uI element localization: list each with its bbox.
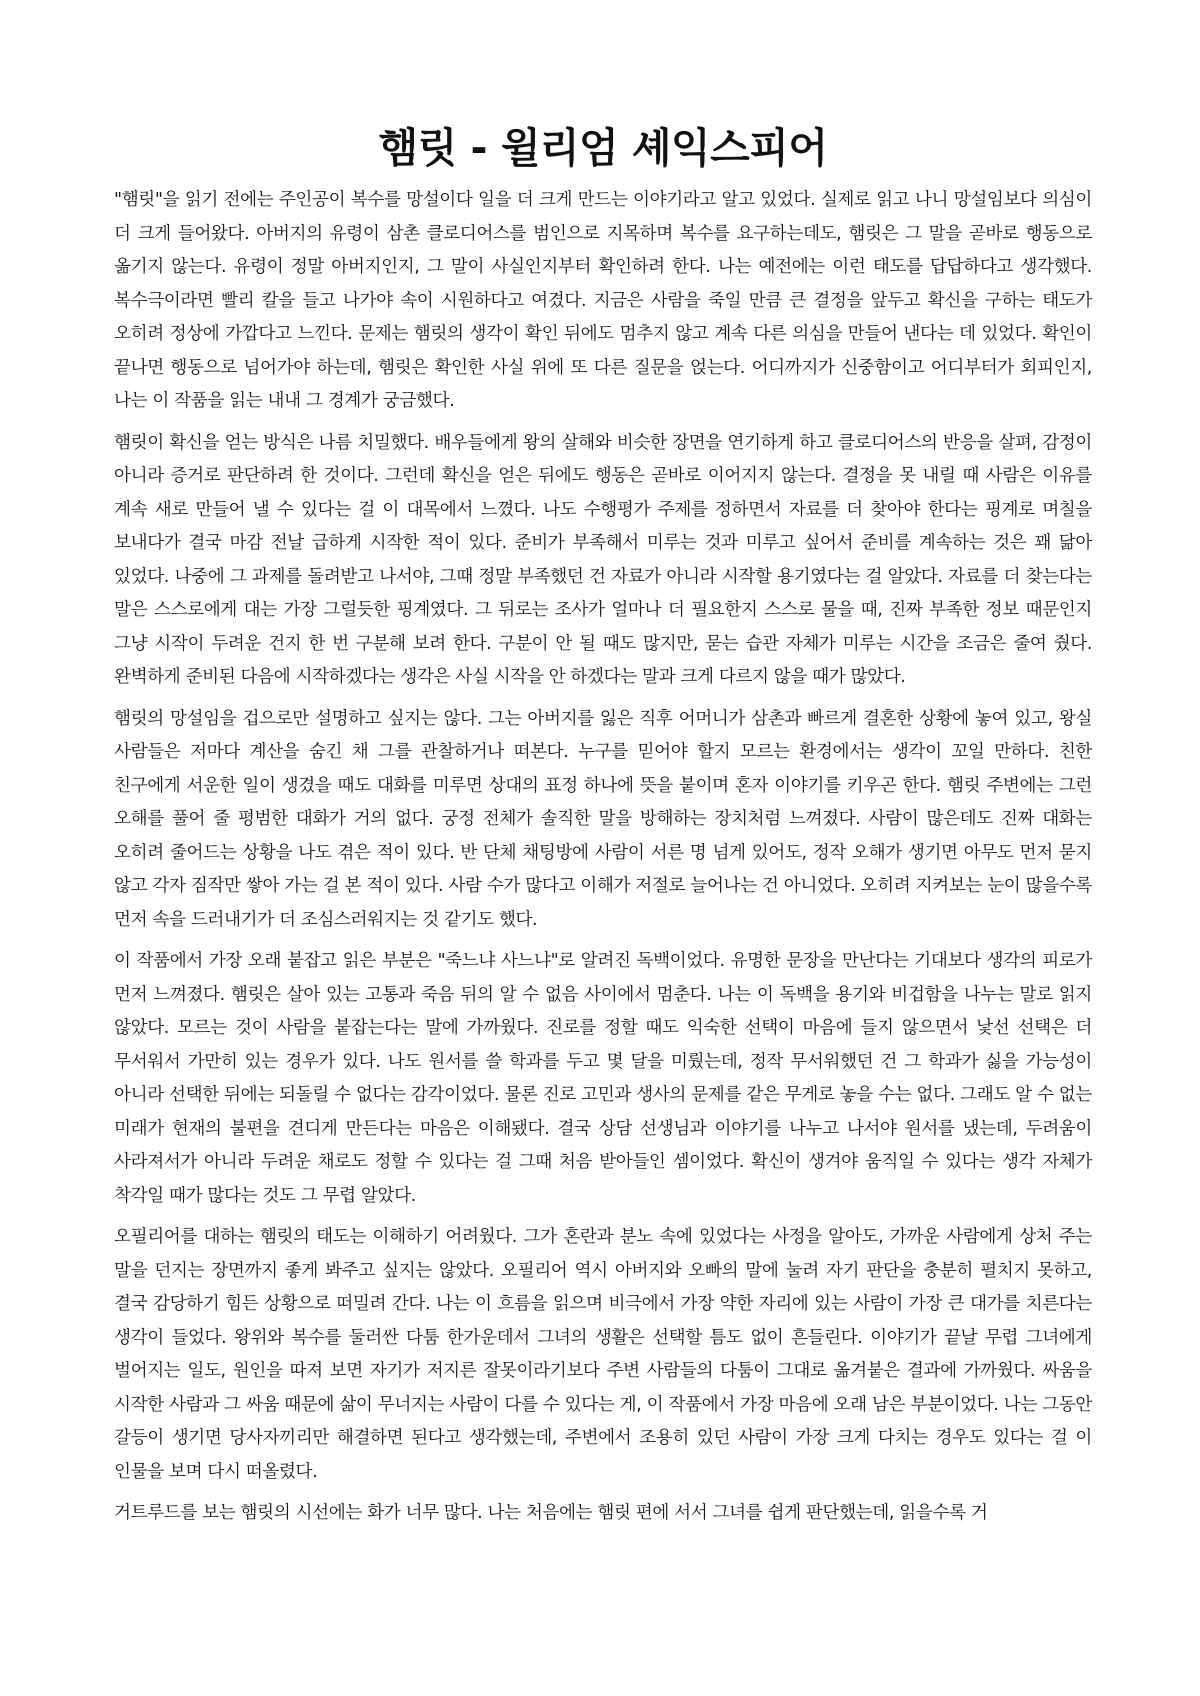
paragraph-1: "햄릿"을 읽기 전에는 주인공이 복수를 망설이다 일을 더 크게 만드는 이야기라고 알고 있었다. 실제로 읽고 나니 망설임보다 의심이 더 크게 들어왔다. 아버지의 유령이 삼촌 클로디어스를 범인으로 지목하며 복수를 요구하는데도, 햄릿은 그 말을 곧바로 행동으로 옮기지 않는다. 유령이 정말 아버지인지, 그 말이 사실인지부터 확인하려 한다. 나는 예전에는 이런 태도를 답답하다고 생각했다. 복수극이라면 빨리 칼을 들고 나가야 속이 시원하다고 여겼다. 지금은 사람을 죽일 만큼 큰 결정을 앞두고 확신을 구하는 태도가 오히려 정상에 가깝다고 느낀다. 문제는 햄릿의 생각이 확인 뒤에도 멈추지 않고 계속 다른 의심을 만들어 낸다는 데 있었다. 확인이 끝나면 행동으로 넘어가야 하는데, 햄릿은 확인한 사실 위에 또 다른 질문을 얹는다. 어디까지가 신중함이고 어디부터가 회피인지, 나는 이 작품을 읽는 내내 그 경계가 궁금했다. <box>114 190 1092 411</box>
paragraph-3: 햄릿의 망설임을 겁으로만 설명하고 싶지는 않다. 그는 아버지를 잃은 직후 어머니가 삼촌과 빠르게 결혼한 상황에 놓여 있고, 왕실 사람들은 저마다 계산을 숨긴 채 그를 관찰하거나 떠본다. 누구를 믿어야 할지 모르는 환경에서는 생각이 꼬일 만하다. 친한 친구에게 서운한 일이 생겼을 때도 대화를 미루면 상대의 표정 하나에 뜻을 붙이며 혼자 이야기를 키우곤 한다. 햄릿 주변에는 그런 오해를 풀어 줄 평범한 대화가 거의 없다. 궁정 전체가 솔직한 말을 방해하는 장치처럼 느껴졌다. 사람이 많은데도 진짜 대화는 오히려 줄어드는 상황을 나도 겪은 적이 있다. 반 단체 채팅방에 사람이 서른 명 넘게 있어도, 정작 오해가 생기면 아무도 먼저 묻지 않고 각자 짐작만 쌓아 가는 걸 본 적이 있다. 사람 수가 많다고 이해가 저절로 늘어나는 건 아니었다. 오히려 지켜보는 눈이 많을수록 먼저 속을 드러내기가 더 조심스러워지는 것 같기도 했다. <box>114 708 1092 930</box>
paragraph-5: 오필리어를 대하는 햄릿의 태도는 이해하기 어려웠다. 그가 혼란과 분노 속에 있었다는 사정을 알아도, 가까운 사람에게 상처 주는 말을 던지는 장면까지 좋게 봐주고 싶지는 않았다. 오필리어 역시 아버지와 오빠의 말에 눌려 자기 판단을 충분히 펼치지 못하고, 결국 감당하기 힘든 상황으로 떠밀려 간다. 나는 이 흐름을 읽으며 비극에서 가장 약한 자리에 있는 사람이 가장 큰 대가를 치른다는 생각이 들었다. 왕위와 복수를 둘러싼 다툼 한가운데서 그녀의 생활은 선택할 틈도 없이 흔들린다. 이야기가 끝날 무렵 그녀에게 벌어지는 일도, 원인을 따져 보면 자기가 저지른 잘못이라기보다 주변 사람들의 다툼이 그대로 옮겨붙은 결과에 가까웠다. 싸움을 시작한 사람과 그 싸움 때문에 삶이 무너지는 사람이 다를 수 있다는 게, 이 작품에서 가장 마음에 오래 남은 부분이었다. 나는 그동안 갈등이 생기면 당사자끼리만 해결하면 된다고 생각했는데, 주변에서 조용히 있던 사람이 가장 크게 다치는 경우도 있다는 걸 이 인물을 보며 다시 떠올렸다. <box>114 1227 1092 1482</box>
paragraph-4: 이 작품에서 가장 오래 붙잡고 읽은 부분은 "죽느냐 사느냐"로 알려진 독백이었다. 유명한 문장을 만난다는 기대보다 생각의 피로가 먼저 느껴졌다. 햄릿은 살아 있는 고통과 죽음 뒤의 알 수 없음 사이에서 멈춘다. 나는 이 독백을 용기와 비겁함을 나누는 말로 읽지 않았다. 모르는 것이 사람을 붙잡는다는 말에 가까웠다. 진로를 정할 때도 익숙한 선택이 마음에 들지 않으면서 낯선 선택은 더 무서워서 가만히 있는 경우가 있다. 나도 원서를 쓸 학과를 두고 몇 달을 미뤘는데, 정작 무서워했던 건 그 학과가 싫을 가능성이 아니라 선택한 뒤에는 되돌릴 수 없다는 감각이었다. 물론 진로 고민과 생사의 문제를 같은 무게로 놓을 수는 없다. 그래도 알 수 없는 미래가 현재의 불편을 견디게 만든다는 마음은 이해됐다. 결국 상담 선생님과 이야기를 나누고 나서야 원서를 냈는데, 두려움이 사라져서가 아니라 두려운 채로도 정할 수 있다는 걸 그때 처음 받아들인 셈이었다. 확신이 생겨야 움직일 수 있다는 생각 자체가 착각일 때가 많다는 것도 그 무렵 알았다. <box>114 951 1092 1206</box>
essay-body <box>114 184 1092 1531</box>
paragraph-6: 거트루드를 보는 햄릿의 시선에는 화가 너무 많다. 나는 처음에는 햄릿 편에 서서 그녀를 쉽게 판단했는데, 읽을수록 거 <box>114 1503 988 1523</box>
page-title: 햄릿 - 윌리엄 셰익스피어 <box>378 124 828 172</box>
paragraph-2: 햄릿이 확신을 얻는 방식은 나름 치밀했다. 배우들에게 왕의 살해와 비슷한 장면을 연기하게 하고 클로디어스의 반응을 살펴, 감정이 아니라 증거로 판단하려 한 것이다. 그런데 확신을 얻은 뒤에도 행동은 곧바로 이어지지 않는다. 결정을 못 내릴 때 사람은 이유를 계속 새로 만들어 낼 수 있다는 걸 이 대목에서 느꼈다. 나도 수행평가 주제를 정하면서 자료를 더 찾아야 한다는 핑계로 며칠을 보내다가 결국 마감 전날 급하게 시작한 적이 있다. 준비가 부족해서 미루는 것과 미루고 싶어서 준비를 계속하는 것은 꽤 닮아 있었다. 나중에 그 과제를 돌려받고 나서야, 그때 정말 부족했던 건 자료가 아니라 시작할 용기였다는 걸 알았다. 자료를 더 찾는다는 말은 스스로에게 대는 가장 그럴듯한 핑계였다. 그 뒤로는 조사가 얼마나 더 필요한지 스스로 물을 때, 진짜 부족한 정보 때문인지 그냥 시작이 두려운 건지 한 번 구분해 보려 한다. 구분이 안 될 때도 많지만, 묻는 습관 자체가 미루는 시간을 조금은 줄여 줬다. 완벽하게 준비된 다음에 시작하겠다는 생각은 사실 시작을 안 하겠다는 말과 크게 다르지 않을 때가 많았다. <box>114 432 1092 687</box>
